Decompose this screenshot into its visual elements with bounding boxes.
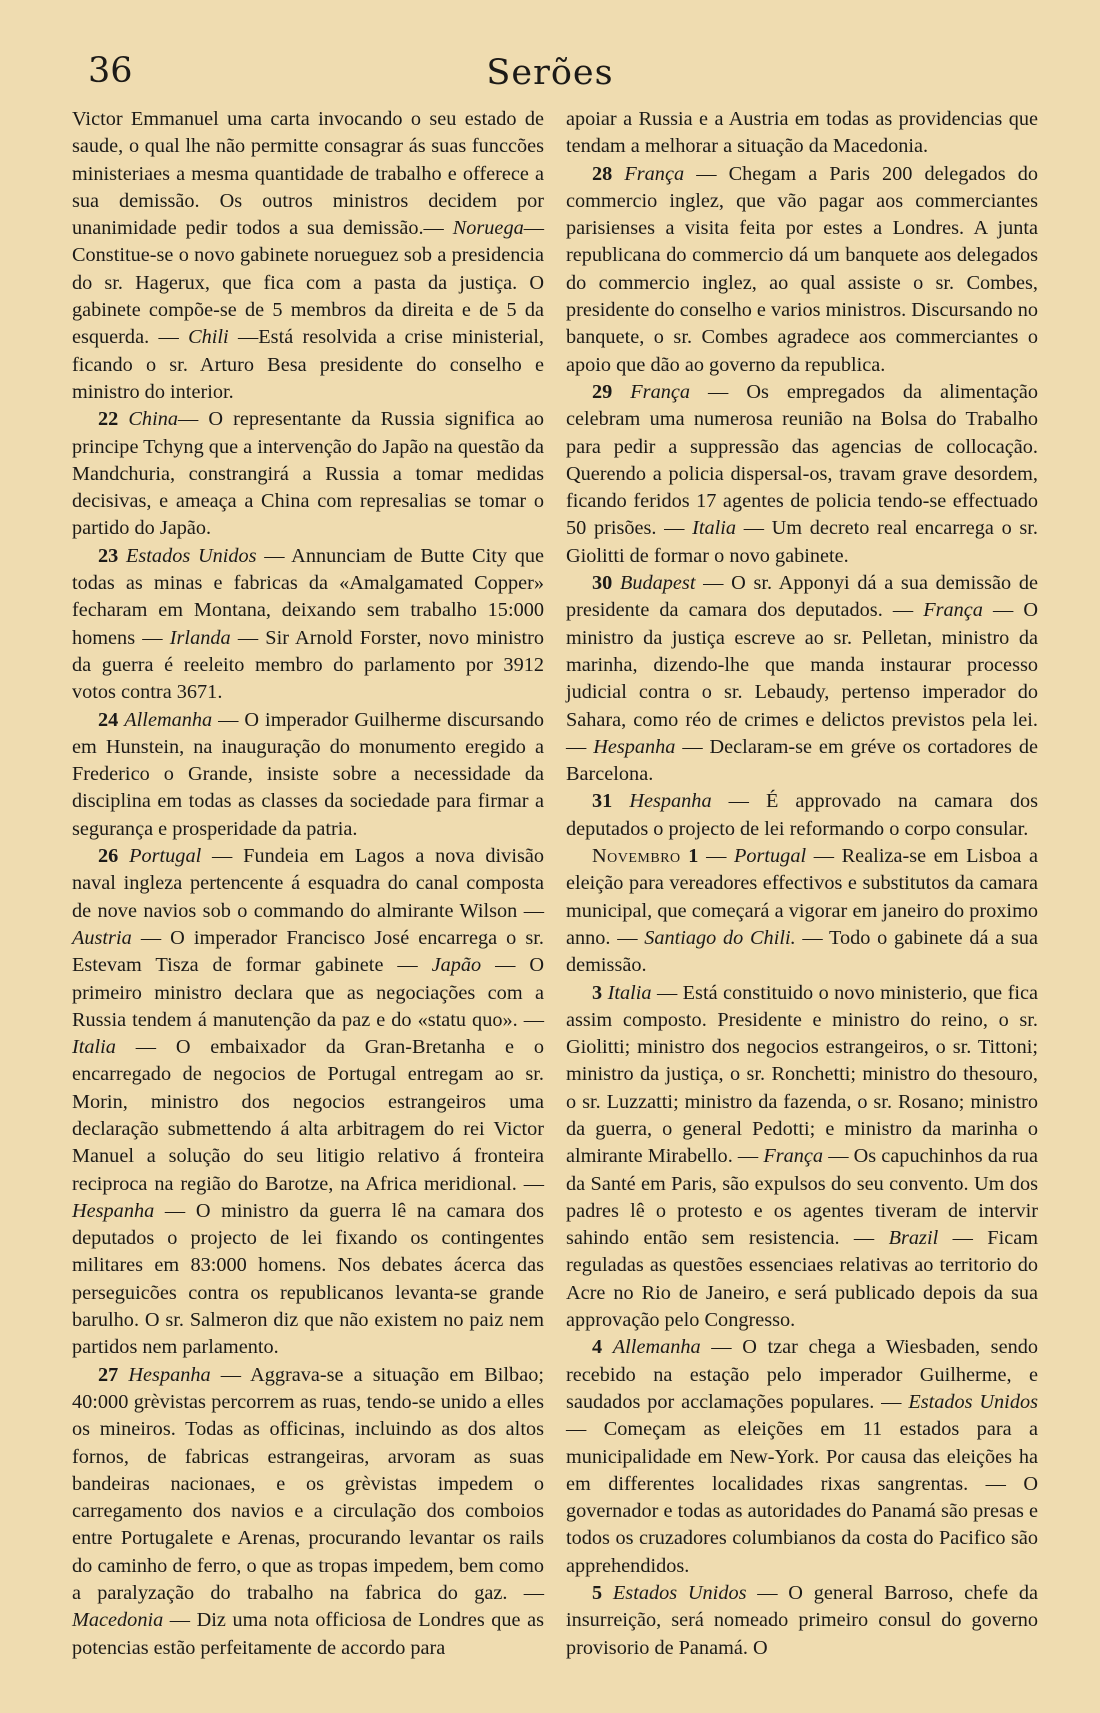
place-name: Estados Unidos	[126, 544, 257, 567]
entry-text	[612, 572, 620, 594]
place-name: Allemanha	[612, 1336, 701, 1359]
page-number: 36	[88, 51, 133, 91]
place-name: Hespanha	[72, 1199, 155, 1222]
place-name: Budapest	[619, 572, 696, 595]
entry-date: 29	[592, 380, 613, 403]
entry-text: — O primeiro ministro declara que as negociações com a Russia tendem á manutenção da paz e do «statu quo». —	[72, 954, 544, 1031]
entry-text: — Ficam reguladas as questões essenciaes relativas ao territorio do Acre no Rio de Janeiro, e será publicado depois da sua approvação pelo Congresso.	[566, 1227, 1038, 1332]
place-name: Italia	[692, 517, 737, 540]
left-column	[72, 106, 544, 1662]
place-name: Austria	[72, 926, 132, 949]
entry-text: — Um decreto real encarrega o sr. Giolitti de formar o novo gabinete.	[566, 517, 1038, 567]
place-name: Estados Unidos	[612, 1582, 747, 1605]
place-name: Irlanda	[169, 626, 231, 649]
place-name: Portugal	[733, 845, 807, 868]
place-name: França	[923, 599, 983, 622]
entry-date: 3	[592, 981, 603, 1004]
entry-text: — O representante da Russia significa ao principe Tchyng que a intervenção do Japão na questão da Mandchuria, constrangirá a Russia a tomar medidas decisivas, e ameaça a China com represalias se tomar o partido do Japão.	[72, 408, 544, 540]
place-name: Noruega	[452, 217, 524, 240]
entry-text	[612, 790, 629, 812]
chronicle-entry	[566, 980, 1038, 1335]
entry-text: — É approvado na camara dos deputados o projecto de lei reformando o corpo consular.	[566, 790, 1039, 840]
entry-text: — O tzar chega a Wiesbaden, sendo recebido na estação pelo imperador Guilherme, e saudados por acclamações populares. —	[566, 1336, 1038, 1413]
place-name: Italia	[607, 981, 652, 1004]
place-name: China	[128, 408, 178, 431]
month-name: Novembro	[592, 845, 681, 868]
entry-text: — O general Barroso, chefe da insurreição, será nomeado primeiro consul do governo provisorio de Panamá. O	[566, 1582, 1038, 1659]
entry-text: — Todo o gabinete dá a sua demissão.	[566, 926, 1038, 977]
place-name: Santiago do Chili.	[644, 926, 796, 949]
chronicle-entry	[566, 570, 1038, 788]
entry-text	[118, 1364, 128, 1386]
chronicle-entry	[72, 1362, 544, 1662]
place-name: França	[630, 380, 691, 403]
entry-date: 28	[592, 162, 613, 185]
entry-text: — Está constituido o novo ministerio, que fica assim composto. Presidente e ministro do reino, o sr. Giolitti; ministro dos negocios estrangeiros, o sr. Tittoni; ministro da justiça, o sr. Ronchetti; ministro do thesouro, o sr. Luzzatti; ministro da fazenda, o sr. Rosano; ministro da guerra, o general Pedotti; e ministro da marinha o almirante Mirabello. —	[566, 981, 1038, 1168]
entry-date: 5	[592, 1582, 603, 1605]
place-name: Brazil	[888, 1227, 939, 1250]
entry-text: — Aggrava-se a situação em Bilbao; 40:000 grèvistas percorrem as ruas, tendo-se unido a elles os mineiros. Todas as officinas, incluindo as dos altos fornos, de fabricas estrangeiras, arvoram as suas bandeiras nacionaes, e os grèvistas impedem o carregamento dos navios e a circulação dos comboios entre Portugalete e Arenas, procurando levantar os rails do caminho de ferro, o que as tropas impedem, bem como a paralyzação do trabalho na fabrica do gaz. —	[72, 1363, 544, 1605]
entry-text: — O imperador Guilherme discursando em Hunstein, na inauguração do monumento eregido a Frederico o Grande, insiste sobre a necessidade da disciplina em todas as classes da sociedade para firmar a segurança e prosperidade da patria.	[72, 708, 544, 840]
running-title: Serões	[486, 53, 614, 93]
place-name: Estados Unidos	[908, 1390, 1038, 1413]
entry-text: — Começam as eleições em 11 estados para a municipalidade em New-York. Por causa das eleições ha em differentes localidades rixas sangrentas. — O governador e todas as autoridades do Panamá são presas e todos os cruzadores columbianos da costa do Pacifico são apprehendidos.	[566, 1418, 1038, 1577]
chronicle-entry	[566, 788, 1038, 843]
place-name: Hespanha	[128, 1363, 211, 1386]
entry-date: 27	[98, 1363, 119, 1386]
entry-text: — Realiza-se em Lisboa a eleição para vereadores effectivos e substitutos da camara municipal, que começará a vigorar em janeiro do proximo anno. —	[566, 845, 1038, 949]
chronicle-entry	[566, 379, 1038, 570]
entry-text	[118, 408, 128, 430]
entry-text	[602, 1336, 613, 1358]
place-name: Portugal	[129, 845, 202, 868]
place-name: França	[624, 162, 685, 185]
place-name: Japão	[431, 954, 482, 977]
chronicle-entry	[72, 843, 544, 1362]
entry-date: 26	[98, 845, 119, 868]
right-column	[566, 106, 1038, 1662]
entry-text: apoiar a Russia e a Austria em todas as providencias que tendam a melhorar a situação da Macedonia.	[566, 108, 1038, 158]
place-name: Chili	[188, 326, 229, 349]
entry-text: — O sr. Apponyi dá a sua demissão de presidente da camara dos deputados. —	[566, 572, 1038, 622]
entry-date: 1	[688, 845, 699, 868]
chronicle-entry	[72, 543, 544, 707]
entry-text: — Os empregados da alimentação celebram uma numerosa reunião na Bolsa do Trabalho para pedir a suppressão das agencias de collocação. Querendo a policia dispersal-os, travam grave desordem, ficando feridos 17 agentes de policia tendo-se effectuado 50 prisões. —	[566, 380, 1038, 540]
chronicle-entry	[566, 161, 1038, 379]
entry-text: —	[698, 845, 734, 868]
chronicle-entry	[566, 1580, 1038, 1662]
entry-date: 30	[592, 572, 613, 595]
entry-text: —Está resolvida a crise ministerial, ficando o sr. Arturo Besa presidente do conselho e ministro do interior.	[72, 326, 544, 403]
continued-paragraph	[566, 106, 1038, 161]
place-name: Macedonia	[72, 1609, 164, 1632]
entry-text: — Chegam a Paris 200 delegados do commercio inglez, que vão pagar aos commerciantes parisienses a visita feita por estes a Londres. A junta republicana do commercio dá um banquete aos delegados do commercio inglez, ao qual assiste o sr. Combes, presidente do conselho e varios ministros. Discursando no banquete, o sr. Combes agradece aos commerciantes o apoio que dão ao governo da republica.	[566, 162, 1039, 376]
entry-text: — O ministro da guerra lê na camara dos deputados o projecto de lei fixando os contingentes militares em 83:000 homens. Nos debates ácerca das perseguicões contra os republicanos levanta-se grande barulho. O sr. Salmeron diz que não existem no paiz nem partidos nem parlamento.	[72, 1199, 544, 1359]
entry-text: — Constitue-se o novo gabinete norueguez sob a presidencia do sr. Hagerux, que fica com a pasta da justiça. O gabinete compõe-se de 5 membros da direita e de 5 da esquerda. —	[72, 217, 544, 349]
place-name: Hespanha	[593, 735, 676, 758]
entry-text: — Annunciam de Butte City que todas as minas e fabricas da «Amalgamated Copper» fecharam em Montana, deixando sem trabalho 15:000 homens —	[72, 544, 545, 649]
continued-paragraph	[72, 106, 544, 406]
entry-text: — O embaixador da Gran-Bretanha e o encarregado de negocios de Portugal entregam ao sr. Morin, ministro dos negocios estrangeiros uma declaração submettendo á alta arbitragem do rei Victor Manuel a solução do seu litigio relativo á fronteira reciproca na região do Barotze, na Africa meridional. —	[72, 1036, 544, 1195]
place-name: França	[763, 1145, 824, 1168]
place-name: Allemanha	[124, 708, 213, 731]
entry-text	[612, 381, 630, 403]
entry-text	[118, 545, 126, 567]
chronicle-entry	[72, 406, 544, 542]
chronicle-entry	[72, 707, 544, 843]
place-name: Hespanha	[629, 790, 712, 813]
entry-date: 24	[98, 708, 119, 731]
entry-text: — Fundeia em Lagos a nova divisão naval ingleza pertencente á esquadra do canal composta de nove navios sob o commando do almirante Wilson —	[72, 845, 544, 922]
entry-text: — Sir Arnold Forster, novo ministro da guerra é reeleito membro do parlamento por 3912 votos contra 3671.	[72, 626, 545, 704]
entry-date: 31	[592, 790, 613, 813]
entry-text: — Diz uma nota officiosa de Londres que as potencias estão perfeitamente de accordo para	[72, 1609, 544, 1659]
entry-text: — Declaram-se em gréve os cortadores de Barcelona.	[566, 735, 1038, 786]
place-name: Italia	[72, 1036, 116, 1059]
entry-date: 4	[592, 1336, 603, 1359]
entry-text	[118, 845, 129, 867]
entry-text: — Os capuchinhos da rua da Santé em Paris, são expulsos do seu convento. Um dos padres lê o protesto e os agentes tiveram de intervir sahindo então sem resistencia. —	[566, 1145, 1039, 1250]
entry-text	[612, 163, 624, 185]
chronicle-entry	[566, 843, 1038, 979]
entry-date: 23	[98, 544, 119, 567]
chronicle-entry	[566, 1334, 1038, 1580]
entry-date: 22	[98, 408, 119, 431]
entry-text: Victor Emmanuel uma carta invocando o seu estado de saude, o qual lhe não permitte consagrar ás suas funccões ministeriaes a mesma quantidade de trabalho e offerece a sua demissão. Os outros ministros decidem por unanimidade pedir todos a sua demissão.—	[72, 108, 544, 240]
entry-text	[602, 1582, 613, 1604]
entry-text: — O ministro da justiça escreve ao sr. Pelletan, ministro da marinha, dizendo-lhe que manda instaurar processo judicial contra o sr. Lebaudy, pertenso imperador do Sahara, como réo de crimes e delictos previstos pela lei. —	[566, 599, 1038, 758]
entry-text: — O imperador Francisco José encarrega o sr. Estevam Tisza de formar gabinete —	[72, 926, 544, 977]
